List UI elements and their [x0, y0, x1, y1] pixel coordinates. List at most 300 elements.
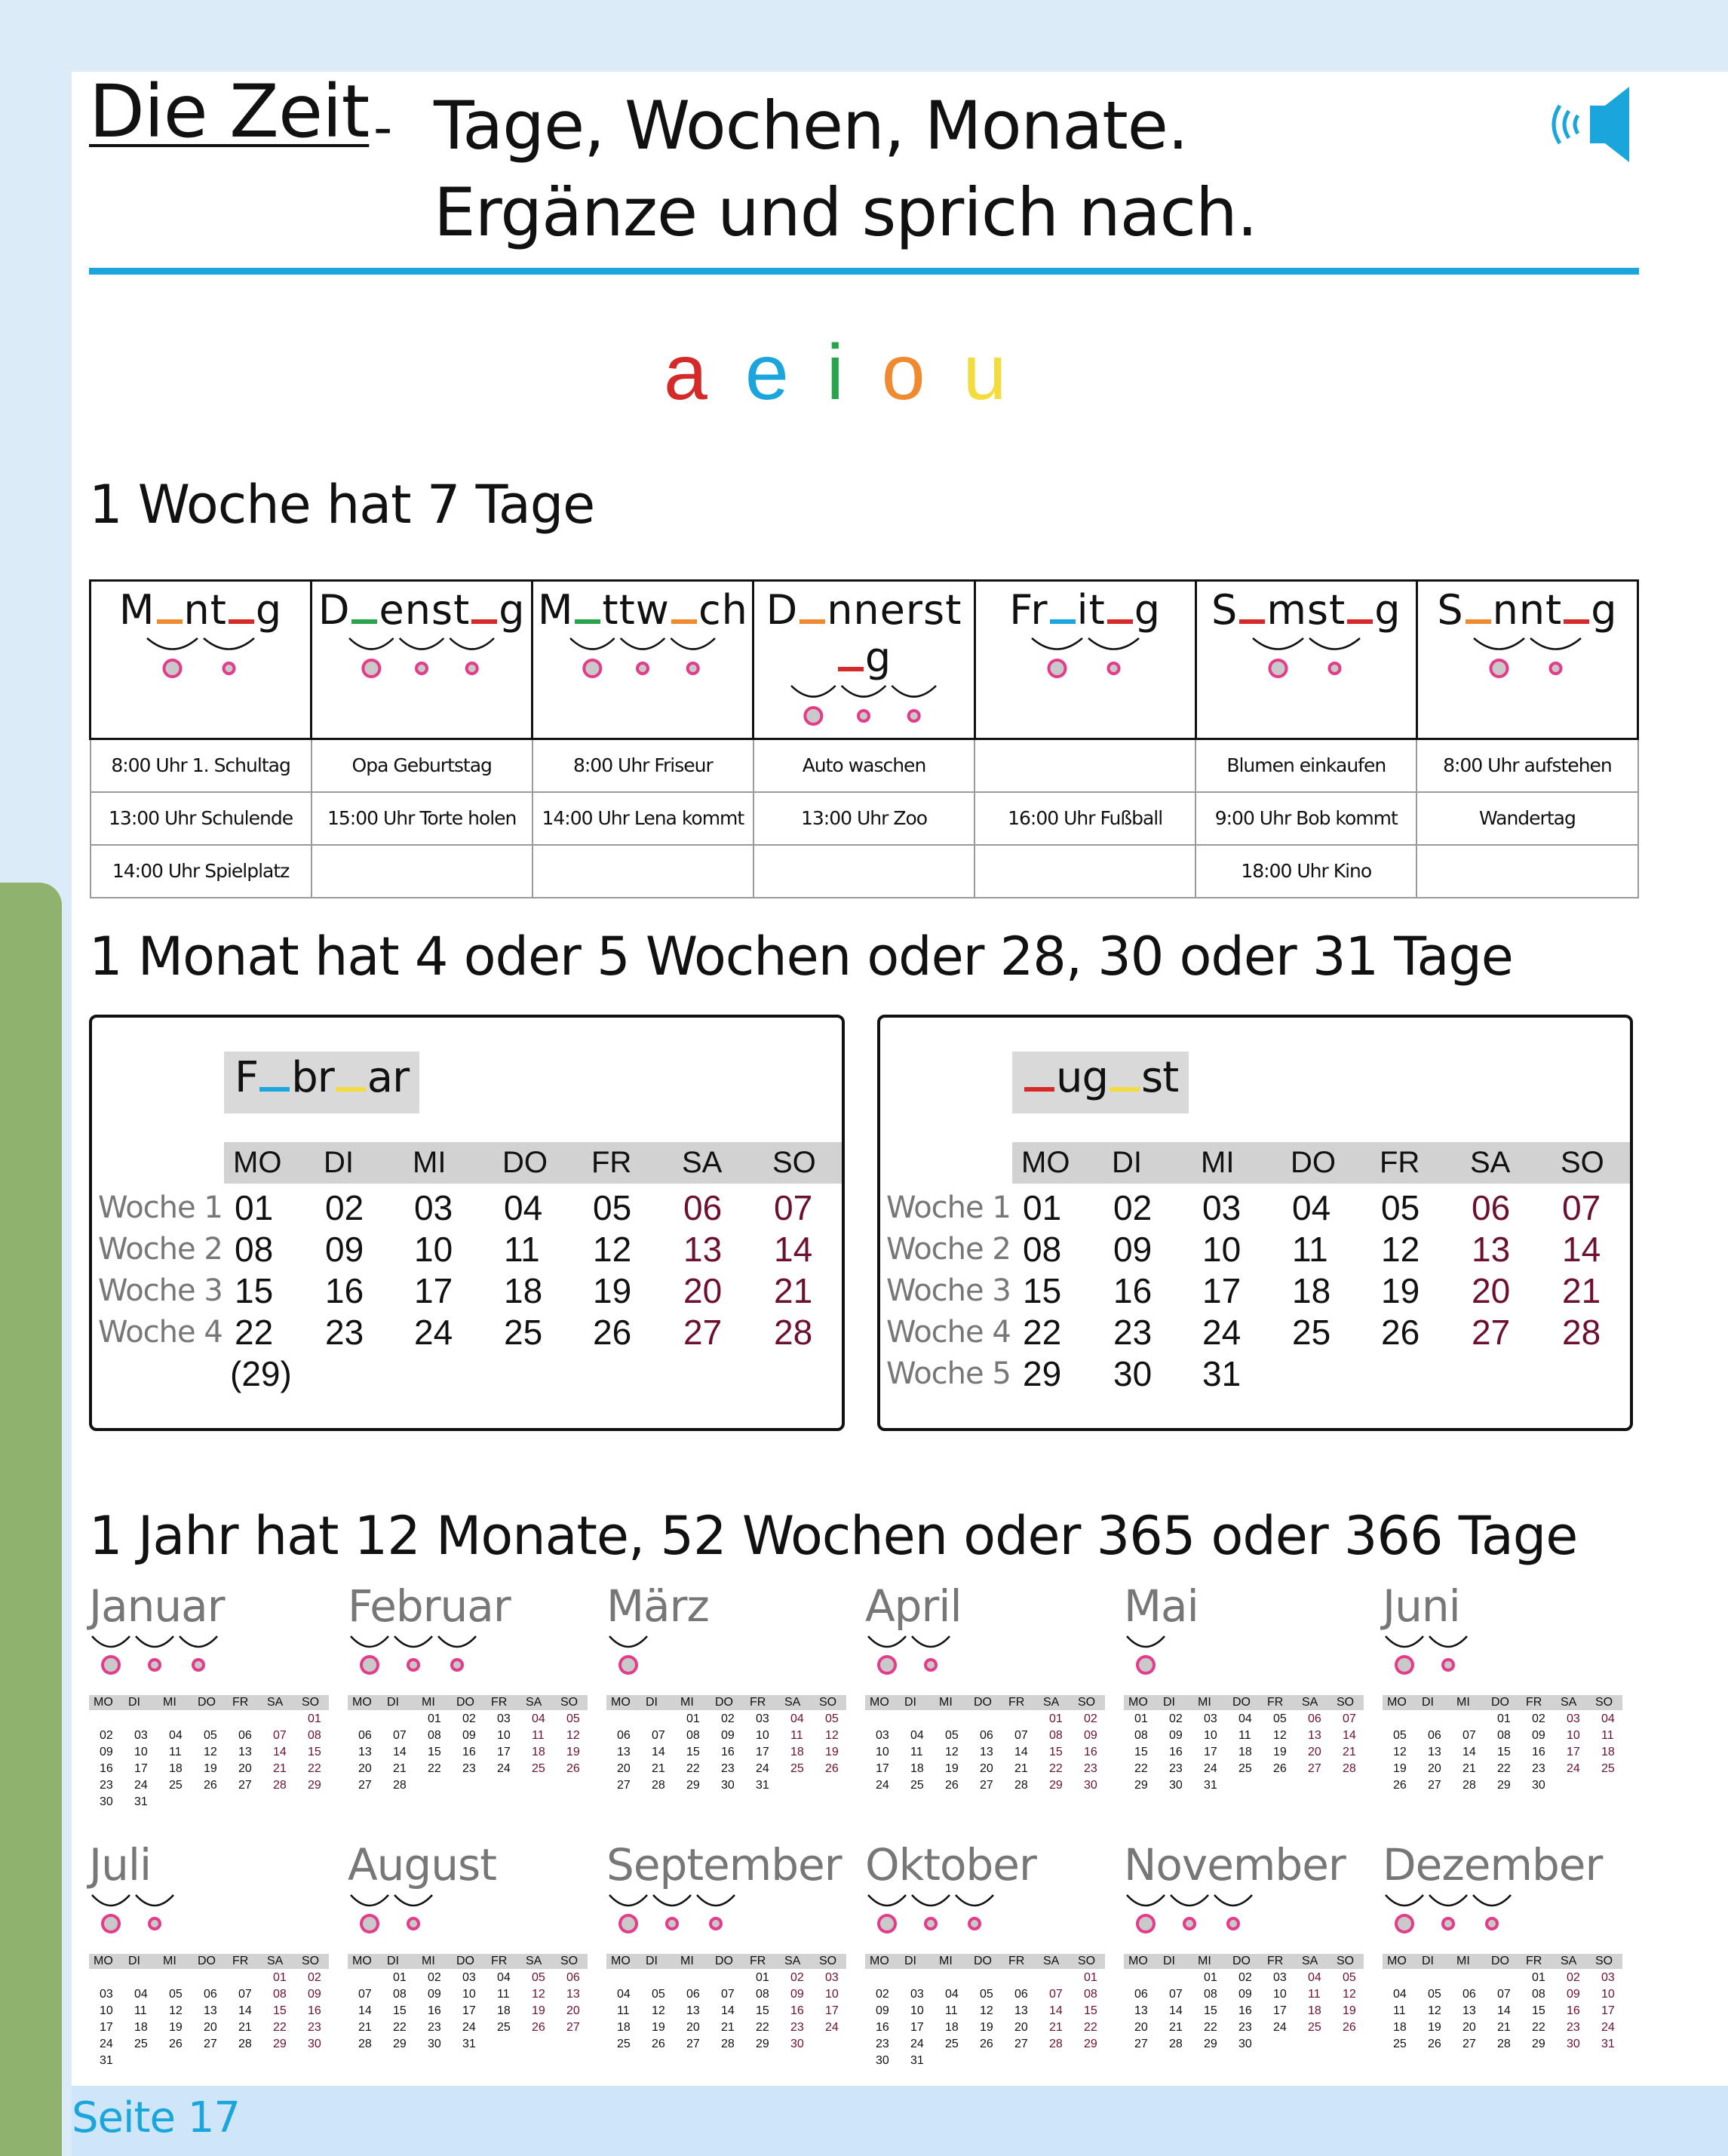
syllable-arcs: [533, 635, 752, 690]
date-cell: 03: [1601, 1971, 1615, 1984]
date-cell: 03: [462, 1971, 476, 1984]
date-cell: 29: [393, 2038, 407, 2050]
syllable-arcs: [1197, 635, 1416, 690]
date-cell: 17: [462, 2004, 476, 2017]
date-cell: 05: [532, 1971, 545, 1984]
date-cell: 06: [204, 1988, 217, 2001]
date-cell: 01: [1204, 1971, 1217, 1984]
date-cell: 03: [1202, 1188, 1242, 1227]
august-calendar: [877, 1015, 1633, 1431]
date-cell: 12: [532, 1988, 545, 2001]
date-cell: 04: [532, 1712, 545, 1725]
day-header: MO: [1387, 1696, 1407, 1709]
date-cell: 04: [945, 1988, 959, 2001]
date-cell: 04: [1238, 1712, 1252, 1725]
date-cell: 22: [1497, 1762, 1511, 1775]
day-header: MI: [422, 1696, 435, 1709]
date-cell: 23: [1169, 1762, 1183, 1775]
date-cell: 16: [428, 2004, 441, 2017]
day-header: SO: [560, 1696, 579, 1709]
week-table: [89, 579, 1639, 898]
date-cell: 24: [1273, 2021, 1287, 2034]
day-header: FR: [1526, 1696, 1542, 1709]
day-header: SO: [302, 1955, 320, 1967]
date-cell: 09: [308, 1988, 321, 2001]
date-cell: 01: [235, 1188, 274, 1227]
date-cell: 17: [1204, 1746, 1217, 1758]
date-cell: 07: [721, 1988, 735, 2001]
syllable-arcs: [91, 635, 310, 690]
date-cell: 07: [652, 1729, 665, 1742]
date-cell: 27: [1472, 1313, 1511, 1352]
date-cell: 31: [1204, 1779, 1217, 1792]
appointment-cell: Blumen einkaufen: [1195, 739, 1416, 792]
date-cell: 07: [1562, 1188, 1601, 1227]
day-header: MI: [1456, 1696, 1470, 1709]
date-cell: 27: [238, 1779, 252, 1792]
date-cell: 17: [825, 2004, 839, 2017]
date-cell: 18: [532, 1746, 545, 1758]
date-cell: 14: [1343, 1729, 1356, 1742]
date-cell: 21: [774, 1271, 813, 1310]
month-name: April: [865, 1580, 962, 1632]
date-cell: 29: [686, 1779, 700, 1792]
date-cell: 22: [235, 1313, 274, 1352]
date-cell: 29: [1134, 1779, 1148, 1792]
date-cell: 17: [100, 2021, 113, 2034]
date-cell: 19: [1343, 2004, 1356, 2017]
date-cell: 18: [1292, 1271, 1331, 1310]
date-cell: 16: [1113, 1271, 1153, 1310]
date-cell: 06: [1308, 1712, 1321, 1725]
day-header: MO: [1128, 1696, 1148, 1709]
week-label: Woche 1: [886, 1190, 1011, 1225]
subtitle-line-2: Ergänze und sprich nach.: [434, 174, 1257, 251]
date-cell: 17: [134, 1762, 148, 1775]
day-header: SA: [526, 1696, 542, 1709]
date-cell: 19: [593, 1271, 632, 1310]
date-cell: 22: [1084, 2021, 1097, 2034]
date-cell: 14: [393, 1746, 407, 1758]
date-cell: 29: [308, 1779, 321, 1792]
month-name: März: [606, 1580, 709, 1632]
date-cell: 03: [1273, 1971, 1287, 1984]
date-cell: 24: [134, 1779, 148, 1792]
date-cell: 22: [686, 1762, 700, 1775]
date-cell: 18: [134, 2021, 148, 2034]
date-cell: 22: [1204, 2021, 1217, 2034]
date-cell: 28: [1014, 1779, 1028, 1792]
date-cell: 03: [497, 1712, 511, 1725]
date-cell: 10: [462, 1988, 476, 2001]
august-name: ug st: [1012, 1052, 1189, 1113]
date-cell: 24: [876, 1779, 889, 1792]
date-cell: 22: [428, 1762, 441, 1775]
date-cell: 22: [1049, 1762, 1063, 1775]
day-header: SA: [1302, 1955, 1318, 1967]
date-cell: 20: [686, 2021, 700, 2034]
date-cell: 17: [876, 1762, 889, 1775]
weekday-gap-word: D enst g: [318, 586, 526, 634]
date-cell: 08: [686, 1729, 700, 1742]
date-cell: 07: [1014, 1729, 1028, 1742]
year-month: [865, 1580, 1106, 1829]
date-cell: 16: [325, 1271, 364, 1310]
date-cell: 06: [566, 1971, 580, 1984]
day-header: MI: [1201, 1146, 1235, 1179]
day-header: MI: [939, 1696, 953, 1709]
date-cell: 06: [980, 1729, 993, 1742]
date-cell: 11: [1308, 1988, 1321, 2001]
date-cell: 21: [721, 2021, 735, 2034]
day-header: MO: [94, 1696, 113, 1709]
syllable-arcs: [89, 1892, 176, 1939]
date-cell: 24: [1601, 2021, 1615, 2034]
date-cell: 27: [1134, 2038, 1148, 2050]
date-cell: 07: [1343, 1712, 1356, 1725]
date-cell: 05: [945, 1729, 959, 1742]
date-cell: 23: [876, 2038, 889, 2050]
syllable-arcs: [865, 1633, 953, 1680]
date-cell: 25: [134, 2038, 148, 2050]
day-header: DI: [324, 1146, 354, 1179]
date-cell: 21: [1562, 1271, 1601, 1310]
appointment-cell: [1416, 845, 1637, 898]
appointment-cell: 8:00 Uhr Friseur: [533, 739, 754, 792]
date-cell: 03: [414, 1188, 453, 1227]
day-header: DI: [387, 1955, 399, 1967]
day-header: DO: [1232, 1955, 1251, 1967]
date-cell: 10: [1202, 1230, 1242, 1269]
date-cell: 11: [497, 1988, 510, 2001]
syllable-arcs: [312, 635, 531, 690]
day-header: DI: [1163, 1696, 1175, 1709]
subtitle-line-1: Tage, Wochen, Monate.: [434, 87, 1188, 164]
date-cell: 28: [652, 1779, 665, 1792]
date-cell: 29: [1023, 1354, 1062, 1393]
date-cell: 19: [169, 2021, 183, 2034]
date-cell: 19: [945, 1762, 959, 1775]
date-cell: 08: [273, 1988, 287, 2001]
date-cell: 25: [945, 2038, 959, 2050]
february-calendar: [89, 1015, 845, 1431]
date-cell: 28: [358, 2038, 372, 2050]
day-header: DI: [904, 1696, 916, 1709]
day-header: MO: [233, 1146, 282, 1179]
appointment-cell: 9:00 Uhr Bob kommt: [1195, 792, 1416, 845]
date-cell: 08: [428, 1729, 441, 1742]
speaker-icon[interactable]: [1546, 79, 1644, 170]
date-cell: 17: [1273, 2004, 1287, 2017]
day-header: SA: [1561, 1955, 1577, 1967]
syllable-arcs: [1383, 1892, 1514, 1939]
date-cell: 06: [358, 1729, 372, 1742]
date-cell: 20: [683, 1271, 723, 1310]
date-cell: 25: [1238, 1762, 1252, 1775]
date-cell: 09: [100, 1746, 113, 1758]
date-cell: 14: [273, 1746, 287, 1758]
date-cell: 12: [1273, 1729, 1287, 1742]
day-header: SO: [1561, 1146, 1604, 1179]
syllable-arcs: [606, 1633, 650, 1680]
date-cell: 31: [756, 1779, 769, 1792]
date-cell: 01: [756, 1971, 769, 1984]
leap-day-cell: (29): [230, 1354, 292, 1393]
weekday-gap-word: M nt g: [118, 586, 283, 634]
date-cell: 22: [393, 2021, 407, 2034]
date-cell: 23: [721, 1762, 735, 1775]
day-header: DI: [387, 1696, 399, 1709]
vowel-o: o: [881, 329, 925, 416]
date-cell: 19: [1381, 1271, 1420, 1310]
date-cell: 15: [1532, 2004, 1545, 2017]
week-label: Woche 1: [98, 1190, 223, 1225]
date-cell: 27: [617, 1779, 631, 1792]
date-cell: 10: [1204, 1729, 1217, 1742]
date-cell: 31: [134, 1795, 148, 1808]
week-label: Woche 5: [886, 1356, 1011, 1391]
date-cell: 27: [1308, 1762, 1321, 1775]
day-header: SA: [526, 1955, 542, 1967]
syllable-arcs: [1124, 1892, 1255, 1939]
date-cell: 03: [134, 1729, 148, 1742]
day-header: MO: [870, 1696, 889, 1709]
date-cell: 06: [1428, 1729, 1441, 1742]
date-cell: 07: [238, 1988, 252, 2001]
date-cell: 06: [617, 1729, 631, 1742]
date-cell: 28: [1562, 1313, 1601, 1352]
month-name: Januar: [89, 1580, 225, 1632]
date-cell: 03: [910, 1988, 924, 2001]
date-cell: 16: [100, 1762, 113, 1775]
date-cell: 12: [825, 1729, 839, 1742]
day-header: SA: [1561, 1696, 1577, 1709]
day-header: FR: [232, 1696, 249, 1709]
date-cell: 05: [1428, 1988, 1441, 2001]
date-cell: 16: [462, 1746, 476, 1758]
date-cell: 15: [393, 2004, 407, 2017]
day-header: MI: [1456, 1955, 1470, 1967]
date-cell: 18: [504, 1271, 543, 1310]
date-cell: 05: [1343, 1971, 1356, 1984]
side-strip: [0, 883, 62, 2156]
date-cell: 10: [876, 1746, 889, 1758]
date-cell: 08: [1023, 1230, 1062, 1269]
syllable-arcs: [976, 635, 1195, 690]
date-cell: 29: [756, 2038, 769, 2050]
date-cell: 13: [617, 1746, 631, 1758]
date-cell: 19: [825, 1746, 839, 1758]
february-name: F br ar: [224, 1052, 419, 1113]
date-cell: 09: [1238, 1988, 1252, 2001]
date-cell: 20: [1428, 1762, 1441, 1775]
day-header: DI: [904, 1955, 916, 1967]
date-cell: 11: [617, 2004, 630, 2017]
day-header: SO: [1078, 1955, 1096, 1967]
day-header: SA: [1470, 1146, 1511, 1179]
year-month: [348, 1580, 589, 1829]
vowel-a: a: [664, 329, 707, 416]
date-cell: 25: [1601, 1762, 1615, 1775]
date-cell: 29: [1084, 2038, 1097, 2050]
syllable-arcs: [348, 1633, 479, 1680]
date-cell: 02: [1532, 1712, 1545, 1725]
vowel-i: i: [826, 329, 844, 416]
day-header: MO: [94, 1955, 113, 1967]
date-cell: 20: [204, 2021, 217, 2034]
date-cell: 30: [1084, 1779, 1097, 1792]
date-cell: 02: [1084, 1712, 1097, 1725]
appointment-cell: Auto waschen: [754, 739, 974, 792]
appointment-cell: 8:00 Uhr aufstehen: [1416, 739, 1637, 792]
day-header: FR: [491, 1955, 508, 1967]
year-month: [1383, 1580, 1624, 1829]
date-cell: 17: [497, 1746, 511, 1758]
date-cell: 10: [1273, 1988, 1287, 2001]
weekday-cell: [1416, 581, 1637, 739]
date-cell: 22: [273, 2021, 287, 2034]
date-cell: 26: [652, 2038, 665, 2050]
date-cell: 04: [790, 1712, 804, 1725]
day-header: MI: [422, 1955, 435, 1967]
date-cell: 30: [1169, 1779, 1183, 1792]
syllable-arcs: [606, 1892, 738, 1939]
date-cell: 14: [774, 1230, 813, 1269]
date-cell: 25: [169, 1779, 183, 1792]
date-cell: 12: [204, 1746, 217, 1758]
date-cell: 24: [100, 2038, 113, 2050]
date-cell: 02: [721, 1712, 735, 1725]
syllable-arcs: [754, 683, 973, 738]
day-header: SA: [784, 1955, 801, 1967]
day-header: FR: [232, 1955, 249, 1967]
appointment-cell: [754, 845, 974, 898]
date-cell: 13: [1428, 1746, 1441, 1758]
date-cell: 24: [1567, 1762, 1580, 1775]
date-cell: 05: [566, 1712, 580, 1725]
date-cell: 22: [308, 1762, 321, 1775]
date-cell: 30: [1238, 2038, 1252, 2050]
date-cell: 09: [790, 1988, 804, 2001]
date-cell: 13: [1463, 2004, 1476, 2017]
day-header: DO: [1491, 1696, 1509, 1709]
weekday-cell: [974, 581, 1195, 739]
date-cell: 14: [721, 2004, 735, 2017]
day-header: SO: [1078, 1696, 1096, 1709]
date-cell: 07: [1169, 1988, 1183, 2001]
date-cell: 11: [532, 1729, 545, 1742]
date-cell: 02: [1113, 1188, 1153, 1227]
day-header: MO: [1128, 1955, 1148, 1967]
date-cell: 26: [1273, 1762, 1287, 1775]
date-cell: 25: [532, 1762, 545, 1775]
date-cell: 13: [1134, 2004, 1148, 2017]
date-cell: 11: [1238, 1729, 1251, 1742]
date-cell: 11: [790, 1729, 803, 1742]
date-cell: 14: [1049, 2004, 1063, 2017]
date-cell: 02: [790, 1971, 804, 1984]
date-cell: 20: [617, 1762, 631, 1775]
date-cell: 17: [1202, 1271, 1242, 1310]
date-cell: 10: [100, 2004, 113, 2017]
date-cell: 20: [1308, 1746, 1321, 1758]
day-header: MO: [1021, 1146, 1070, 1179]
date-cell: 04: [1292, 1188, 1331, 1227]
date-cell: 10: [134, 1746, 148, 1758]
day-header: MI: [1198, 1696, 1211, 1709]
date-cell: 09: [1113, 1230, 1153, 1269]
syllable-arcs: [348, 1892, 435, 1939]
date-cell: 21: [1169, 2021, 1183, 2034]
appointment-cell: 18:00 Uhr Kino: [1195, 845, 1416, 898]
date-cell: 01: [1134, 1712, 1148, 1725]
date-cell: 25: [617, 2038, 631, 2050]
date-cell: 21: [1343, 1746, 1356, 1758]
date-cell: 15: [428, 1746, 441, 1758]
date-cell: 08: [308, 1729, 321, 1742]
date-cell: 10: [825, 1988, 839, 2001]
month-name: Dezember: [1383, 1839, 1603, 1890]
date-cell: 25: [504, 1313, 543, 1352]
day-header: DO: [198, 1696, 216, 1709]
date-cell: 14: [1014, 1746, 1028, 1758]
date-cell: 23: [1113, 1313, 1153, 1352]
date-cell: 28: [393, 1779, 407, 1792]
weekday-cell: [754, 581, 974, 739]
day-header: FR: [1267, 1955, 1284, 1967]
date-cell: 22: [1532, 2021, 1545, 2034]
date-cell: 18: [1308, 2004, 1321, 2017]
weekday-cell: [1195, 581, 1416, 739]
date-cell: 30: [1567, 2038, 1580, 2050]
date-cell: 27: [358, 1779, 372, 1792]
weekday-cell: [91, 581, 312, 739]
month-name: Juli: [89, 1839, 152, 1890]
date-cell: 06: [238, 1729, 252, 1742]
date-cell: 26: [945, 1779, 959, 1792]
day-header: MI: [413, 1146, 447, 1179]
title-dash: -: [373, 97, 392, 158]
day-header: MO: [611, 1696, 631, 1709]
date-cell: 02: [1567, 1971, 1580, 1984]
date-cell: 12: [652, 2004, 665, 2017]
date-cell: 21: [1497, 2021, 1511, 2034]
date-cell: 02: [1169, 1712, 1183, 1725]
date-cell: 16: [1238, 2004, 1252, 2017]
date-cell: 16: [1084, 1746, 1097, 1758]
day-header: DO: [456, 1955, 474, 1967]
date-cell: 07: [1463, 1729, 1476, 1742]
date-cell: 25: [1308, 2021, 1321, 2034]
vowel-u: u: [962, 329, 1007, 416]
date-cell: 23: [428, 2021, 441, 2034]
date-cell: 12: [980, 2004, 993, 2017]
day-header: SA: [784, 1696, 801, 1709]
date-cell: 25: [790, 1762, 804, 1775]
date-cell: 27: [204, 2038, 217, 2050]
date-cell: 07: [1049, 1988, 1063, 2001]
date-cell: 10: [756, 1729, 769, 1742]
day-header: SO: [819, 1955, 837, 1967]
day-header: DI: [128, 1955, 140, 1967]
date-cell: 19: [204, 1762, 217, 1775]
date-cell: 04: [497, 1971, 511, 1984]
weekday-gap-word: Fr it g: [1009, 586, 1162, 634]
date-cell: 31: [100, 2054, 113, 2067]
syllable-arcs: [1418, 635, 1637, 690]
date-cell: 07: [358, 1988, 372, 2001]
date-cell: 26: [532, 2021, 545, 2034]
